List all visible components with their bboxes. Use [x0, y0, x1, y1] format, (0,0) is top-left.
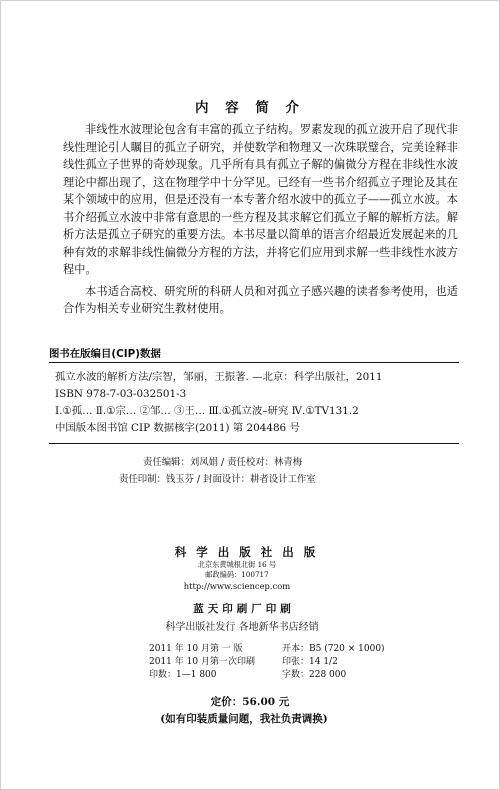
staff-printing: 责任印制：钱玉芬 / 封面设计：耕者设计工作室: [119, 474, 316, 485]
cip-line-classification: Ⅰ.①孤… Ⅱ.①宗… ②邹… ③王… Ⅲ.①孤立波–研究 Ⅳ.①TV131.2: [55, 405, 359, 417]
print-date: 2011 年 10 月第一次印刷: [149, 657, 255, 667]
price-line: 定价：56.00 元: [210, 696, 290, 708]
intro-paragraph-1: [63, 121, 458, 279]
intro-paragraph-2: [63, 283, 458, 318]
staff-editors: 责任编辑：刘凤娟 / 责任校对：林青梅: [143, 457, 303, 468]
intro-paragraph-2-text: 本书适合高校、研究所的科研人员和对孤立子感兴趣的读者参考使用，也适合作为相关专业研究生教材使用。: [63, 284, 458, 315]
cip-body: [49, 363, 459, 443]
cip-line-record-number: 中国版本图书馆 CIP 数据核字(2011) 第 204486 号: [55, 422, 300, 434]
quality-notice: (如有印装质量问题，我社负责调换): [160, 713, 328, 725]
edition-details: [149, 643, 399, 682]
edition-row: [149, 656, 399, 669]
edition-format: 开本：B5 (720 × 1000): [282, 644, 385, 654]
print-sheets: 印张：14 1/2: [282, 657, 338, 667]
cip-bottom-rule: [49, 443, 459, 444]
intro-paragraph-1-text: 非线性水波理论包含有丰富的孤立子结构。罗素发现的孤立波开启了现代非线性理论引人瞩目的孤立子研究，并使数学和物理又一次珠联璧合，完美诠释非线性孤立子世界的奇妙现象。几乎所有具有孤立子解的偏微分方程在非线性水波理论中都出现了，这在物理学中十分罕见。已经有一些书介绍孤立子理论及其在某个领域中的应用，但是还没有一本专著介绍水波中的孤立子——孤立水波。本书介绍孤立水波中非常有意思的一些方程及其求解它们孤立子解的解析方法。解析方法是孤立子研究的重要方法。本书尽量以简单的语言介绍最近发展起来的几种有效的求解非线性偏微分方程的方法，并将它们应用到求解一些非线性水波方程中。: [63, 123, 458, 276]
section-title: 内 容 简 介: [194, 100, 306, 116]
distribution-line: 科学出版社发行 各地新华书店经销: [165, 622, 319, 633]
publisher-address: 北京东黄城根北街 16 号: [197, 560, 277, 569]
publisher-block: [1, 544, 499, 592]
publisher-name: 科学出版社出版: [174, 545, 326, 559]
edition-date: 2011 年 10 月第 一 版: [149, 644, 243, 654]
edition-row: [149, 669, 399, 682]
publisher-postcode: 邮政编码：100717: [205, 570, 269, 579]
book-introduction: [63, 121, 458, 322]
cip-data-block: [49, 346, 459, 444]
print-run: 印数：1—1 800: [149, 670, 217, 680]
edition-row: [149, 643, 399, 656]
cip-line-title: 孤立水波的解析方法/宗智，邹丽，王振著. —北京：科学出版社，2011: [55, 371, 383, 383]
publisher-website: http://www.sciencep.com: [183, 581, 291, 591]
cip-line-isbn: ISBN 978-7-03-032501-3: [55, 388, 187, 400]
cip-heading: 图书在版编目(CIP)数据: [49, 348, 161, 360]
printer-line: 蓝天印刷厂印刷: [193, 603, 295, 615]
word-count: 字数：228 000: [282, 670, 347, 680]
